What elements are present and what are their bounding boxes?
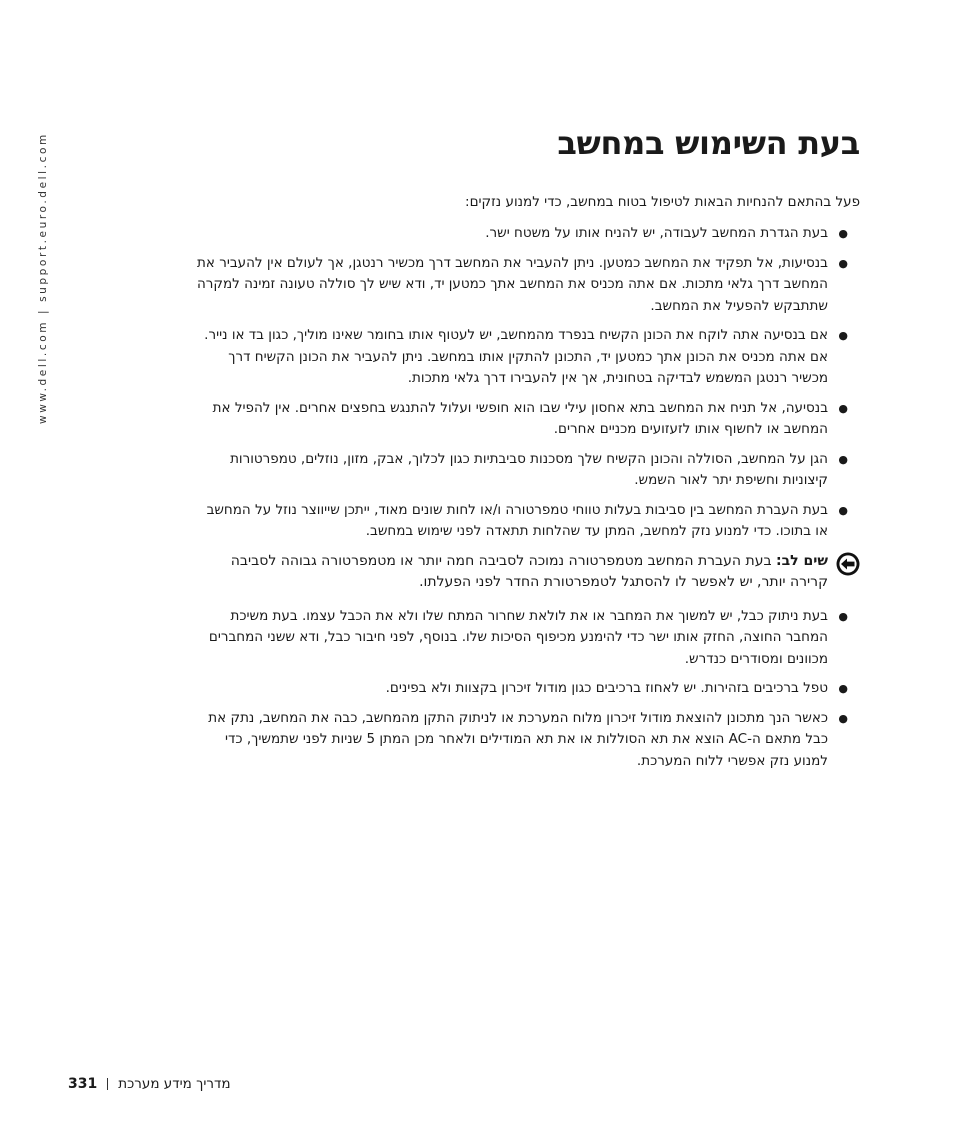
- bullet-icon: ●: [838, 609, 848, 623]
- side-url: www.dell.com | support.euro.dell.com: [37, 132, 49, 424]
- list-item: ● בעת העברת המחשב בין סביבות בעלות טווחי טמפרטורה ו/או לחות שונים מאוד, ייתכן שייווצר נוזל על המחשב או בתוכו. כדי למנוע נזק למחשב, המתן עד שהלחות תתאדה לפני שימוש במחשב.: [206, 501, 848, 539]
- page-title: בעת השימוש במחשב: [557, 124, 860, 162]
- page-number: 331: [68, 1076, 98, 1092]
- list-item: ● הגן על המחשב, הסוללה והכונן הקשיח שלך מסכנות סביבתיות כגון לכלוך, אבק, מזון, נוזלים, טמפרטורות קיצוניות וחשיפת יתר לאור השמש.: [230, 450, 848, 488]
- list-item: ● בעת ניתוק כבל, יש למשוך את המחבר או את לולאת שחרור המתח שלו ולא את הכבל עצמו. בעת משיכת המחבר החוצה, החזק אותו ישר כדי להימנע מכיפוף הסיכות שלו. בנוסף, לפני חיבור כבל, ודא ששני המחברים מכוונים ומסודרים כנדרש.: [208, 607, 848, 667]
- bullet-icon: ●: [838, 227, 848, 240]
- page-footer: [68, 1076, 231, 1092]
- list-item: ● בנסיעה, אל תניח את המחשב בתא אחסון עילי שבו הוא חופשי ועלול להתנגש בחפצים אחרים. אין להפיל את המחשב או לחשוף אותו לזעזועים מכניים אחרים.: [212, 399, 848, 437]
- guide-title: מדריך מידע מערכת: [118, 1076, 231, 1092]
- notice-arrow-icon: [836, 552, 860, 576]
- intro-text: פעל בהתאם להנחיות הבאות לטיפול בטוח במחשב, כדי למנוע נזקים:: [465, 194, 860, 210]
- list-item: ● בנסיעות, אל תפקיד את המחשב כמטען. ניתן להעביר את המחשב דרך מכשיר רנטגן, אך לעולם אין להעביר את המחשב דרך גלאי מתכות. אם אתה מכניס את המחשב אתך כמטען יד, ודא שיש לך סוללה טעונה זמינה למקרה שתתבקש להפעיל את המחשב.: [196, 254, 848, 314]
- notice-label: שים לב:: [776, 552, 828, 569]
- bullet-list: [196, 223, 860, 543]
- list-item: ● אם בנסיעה אתה לוקח את הכונן הקשיח בנפרד מהמחשב, יש לעטוף אותו בחומר שאינו מוליך, כגון בד או נייר. אם אתה מכניס את הכונן אתך כמטען יד, התכונן להתקין אותו במחשב. ניתן להעביר את הכונן הקשיח דרך מכשיר רנטגן המשמש לבדיקה בטחונית, אך אין להעבירו דרך גלאי מתכות.: [204, 327, 848, 386]
- bullet-icon: ●: [838, 682, 848, 695]
- list-item: ● כאשר הנך מתכונן להוצאת מודול זיכרון מלוח המערכת או לניתוק התקן מהמחשב, כבה את המחשב, נתק את כבל מתאם ה-AC הוצא את תא הסוללות או את תא המודילים ולאחר מכן המתן 5 שניות לפני שתמשיך, כדי למנוע נזק אפשרי ללוח המערכת.: [208, 709, 848, 769]
- main-content: [196, 118, 860, 780]
- list-item: ● טפל ברכיבים בזהירות. יש לאחוז ברכיבים כגון מודול זיכרון בקצוות ולא בפינים.: [196, 678, 860, 700]
- notice-text: בעת העברת המחשב מטמפרטורה נמוכה לסביבה חמה יותר או מטמפרטורה גבוהה לסביבה קרירה יותר, יש לאפשר לו להסתגל לטמפרטורת החדר לפני הפעלתו.: [230, 552, 828, 590]
- bullet-icon: ●: [838, 401, 848, 415]
- bullet-icon: ●: [838, 256, 848, 270]
- notice-box: [196, 551, 860, 594]
- bullet-icon: ●: [838, 503, 848, 517]
- footer-divider: [107, 1078, 108, 1090]
- bullet-icon: ●: [838, 329, 848, 342]
- bullet-icon: ●: [838, 452, 848, 466]
- list-item: ● בעת הגדרת המחשב לעבודה, יש להניח אותו על משטח ישר.: [196, 223, 860, 245]
- bullet-list-2: [196, 606, 860, 773]
- bullet-icon: ●: [838, 711, 848, 725]
